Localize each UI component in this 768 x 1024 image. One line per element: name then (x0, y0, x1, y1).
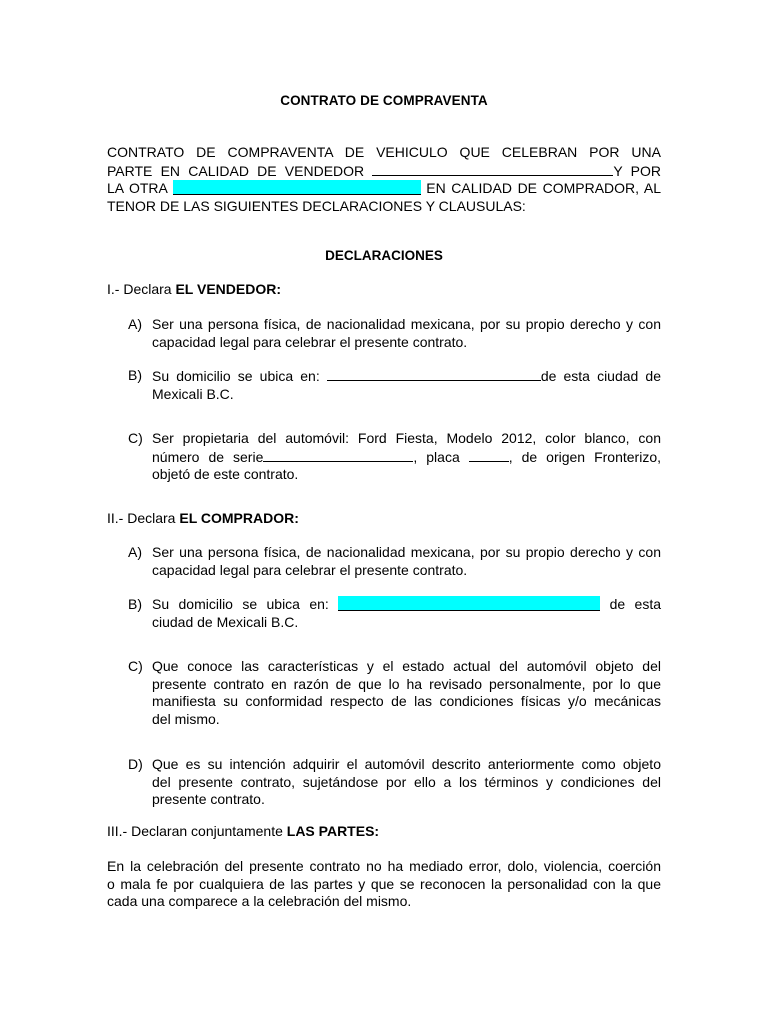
intro-line-1: CONTRATO DE COMPRAVENTA DE VEHICULO QUE CELEBRAN POR UNA (107, 144, 661, 160)
section-2-prefix: II.- Declara (107, 510, 180, 526)
intro-line-3 (107, 180, 661, 198)
paragraph-line: cada una comparece a la celebración del mismo. (107, 893, 412, 909)
plate-blank[interactable] (469, 448, 509, 462)
address-label: Su domicilio se ubica en: (152, 368, 320, 384)
buyer-declaration-d (128, 756, 661, 809)
section-3-paragraph (107, 858, 661, 911)
city-text: de esta (609, 596, 662, 612)
section-1-prefix: I.- Declara (107, 281, 176, 297)
vendor-declaration-b (128, 367, 661, 403)
origin-text: , de origen Fronterizo, (508, 448, 662, 465)
section-2-heading (107, 510, 661, 528)
section-2-party: EL COMPRADOR: (179, 510, 299, 526)
item-marker: A) (128, 316, 142, 332)
intro-line-2 (107, 162, 661, 181)
item-line: del mismo. (152, 710, 220, 727)
item-marker: A) (128, 544, 142, 560)
item-line (152, 596, 661, 614)
vendor-declaration-c (128, 430, 661, 484)
paragraph-line: o mala fe por cualquiera de las partes y que se reconocen la personalidad con la que (107, 875, 661, 892)
item-line: manifiesta su conformidad respecto de las condiciones físicas y/o mecánicas (152, 693, 661, 709)
buyer-declaration-b (128, 596, 661, 631)
item-marker: C) (128, 658, 143, 674)
item-line: Que conoce las características y el estado actual del automóvil objeto del (152, 658, 661, 674)
item-marker: C) (128, 430, 143, 446)
vendor-name-blank[interactable] (372, 162, 613, 176)
item-line: Que es su intención adquirir el automóvil descrito anteriormente como objeto (152, 756, 661, 772)
section-1-party: EL VENDEDOR: (175, 281, 282, 297)
section-1-heading (107, 281, 661, 299)
section-3-party: LAS PARTES: (286, 823, 380, 839)
vendor-declaration-a (128, 316, 661, 351)
buyer-declaration-c (128, 658, 661, 728)
intro-and-text: Y POR (613, 162, 662, 179)
intro-vendor-label: PARTE EN CALIDAD DE VENDEDOR (107, 162, 365, 179)
vendor-address-blank[interactable] (327, 367, 541, 381)
paragraph-line: En la celebración del presente contrato no ha mediado error, dolo, violencia, coerción (107, 858, 661, 874)
item-line: ciudad de Mexicali B.C. (152, 613, 299, 630)
item-marker: D) (128, 756, 143, 772)
intro-buyer-label: EN CALIDAD DE COMPRADOR, AL (426, 180, 661, 196)
intro-paragraph (107, 144, 661, 215)
serial-number-blank[interactable] (263, 448, 413, 462)
item-line: Mexicali B.C. (152, 385, 234, 402)
plate-label: , placa (413, 448, 460, 465)
item-marker: B) (128, 596, 142, 612)
intro-line-4: TENOR DE LAS SIGUIENTES DECLARACIONES Y CLAUSULAS: (107, 197, 526, 214)
item-line: capacidad legal para celebrar el presente contrato. (152, 333, 468, 350)
intro-other-label: LA OTRA (107, 180, 168, 196)
declaraciones-heading: DECLARACIONES (325, 248, 443, 263)
city-text: de esta ciudad de (540, 368, 661, 384)
item-line: del presente contrato, sujetándose por ello a los términos y condiciones del (152, 773, 661, 790)
document-title: CONTRATO DE COMPRAVENTA (280, 93, 488, 108)
section-3-prefix: III.- Declaran conjuntamente (107, 823, 287, 839)
item-line: objetó de este contrato. (152, 466, 299, 482)
item-marker: B) (128, 367, 142, 383)
item-line: Ser una persona física, de nacionalidad mexicana, por su propio derecho y con (152, 316, 661, 332)
item-line: capacidad legal para celebrar el presente contrato. (152, 561, 468, 578)
section-3-heading (107, 823, 661, 841)
item-line: Ser propietaria del automóvil: Ford Fiesta, Modelo 2012, color blanco, con (152, 430, 661, 446)
buyer-name-highlighted-blank[interactable] (173, 180, 421, 195)
item-line: Ser una persona física, de nacionalidad mexicana, por su propio derecho y con (152, 544, 661, 560)
buyer-address-highlighted-blank[interactable] (338, 596, 600, 611)
address-label: Su domicilio se ubica en: (152, 596, 329, 612)
item-line: presente contrato. (152, 791, 265, 807)
serial-label: número de serie (152, 448, 264, 465)
item-line (152, 367, 661, 386)
buyer-declaration-a (128, 544, 661, 579)
item-line: presente contrato en razón de que lo ha revisado personalmente, por lo que (152, 675, 661, 692)
item-line (152, 448, 661, 467)
